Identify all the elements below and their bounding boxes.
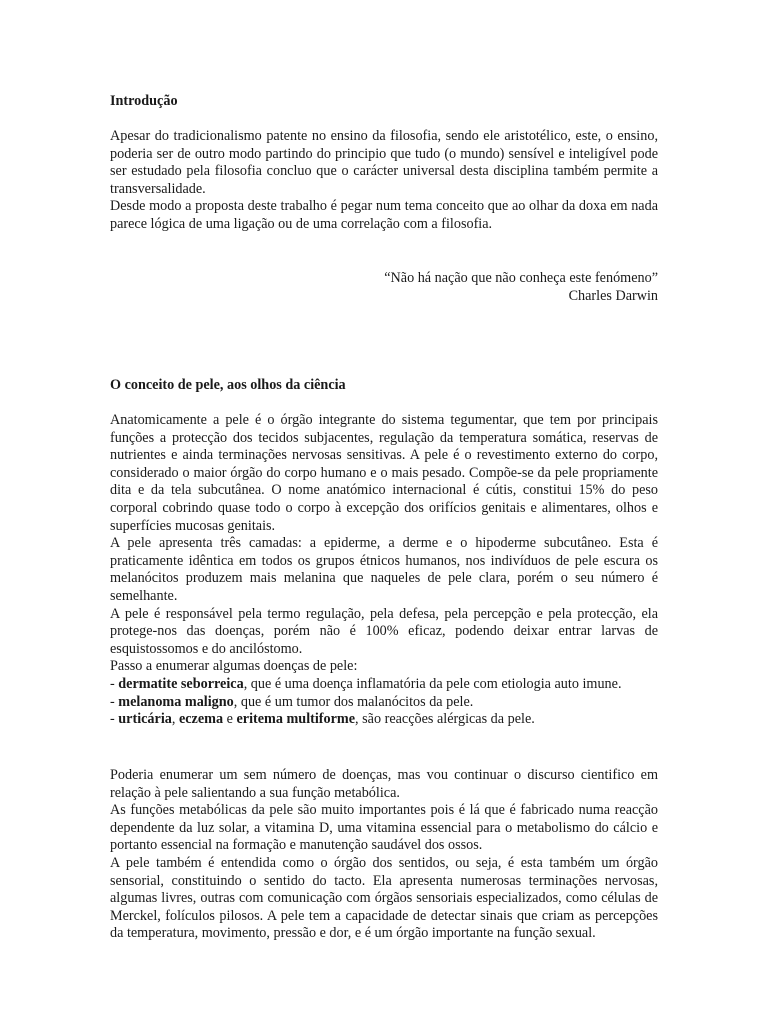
disease-name: dermatite seborreica [118, 675, 244, 692]
quote-text: “Não há nação que não conheça este fenómeno” [384, 270, 658, 286]
epigraph-quote [110, 270, 658, 305]
intro-paragraph: Apesar do tradicionalismo patente no ensino da filosofia, sendo ele aristotélico, este, o ensino, poderia ser de outro modo partindo do principio que tudo (o mundo) sensível e inteligível pode ser estudado pela filosofia concluo que o carácter universal desta disciplina também permite a transversalidade. [110, 128, 658, 197]
section-paragraph: A pele apresenta três camadas: a epiderme, a derme e o hipoderme subcutâneo. Esta é praticamente idêntica em todos os grupos étnicos humanos, nos indivíduos de pele escura os melanócitos produzem mais melanina que naqueles de pele clara, porém o seu número é semelhante. [110, 535, 658, 604]
list-item [110, 676, 658, 694]
section-body-continued [110, 767, 658, 943]
list-item-separator: e [223, 711, 237, 728]
list-item-prefix: - [110, 711, 119, 728]
list-item-text: , que é uma doença inflamatória da pele com etiologia auto imune. [243, 675, 622, 692]
list-item-text: , são reacções alérgicas da pele. [355, 711, 535, 728]
section-paragraph: A pele também é entendida como o órgão dos sentidos, ou seja, é esta também um órgão sensorial, constituindo o sentido do tacto. Ela apresenta numerosas terminações nervosas, algumas livres, outras com comunicação com órgãos sensoriais especializados, como células de Merckel, folículos pilosos. A pele tem a capacidade de detectar sinais que criam as percepções da temperatura, movimento, pressão e dor, e é um órgão importante na função sexual. [110, 854, 658, 942]
list-item-text: , que é um tumor dos malanócitos da pele. [233, 693, 474, 710]
section-paragraph: Poderia enumerar um sem número de doenças, mas vou continuar o discurso cientifico em relação à pele salientando a sua função metabólica. [110, 767, 658, 801]
list-item-prefix: - [110, 693, 119, 710]
section-body [110, 412, 658, 729]
disease-name: eritema multiforme [236, 711, 356, 728]
quote-author: Charles Darwin [568, 287, 658, 304]
list-item [110, 694, 658, 712]
disease-name: eczema [178, 711, 224, 728]
intro-paragraph: Desde modo a proposta deste trabalho é pegar num tema conceito que ao olhar da doxa em nada parece lógica de uma ligação ou de uma correlação com a filosofia. [110, 198, 658, 232]
intro-heading: Introdução [110, 93, 178, 109]
disease-name: urticária [118, 711, 172, 728]
section-heading: O conceito de pele, aos olhos da ciência [110, 377, 346, 393]
section-paragraph: A pele é responsável pela termo regulação, pela defesa, pela percepção e pela protecção, ela protege-nos das doenças, porém não é 100% eficaz, podendo deixar entrar larvas de esquistossomos e do ancilóstomo. [110, 605, 658, 657]
section-paragraph: As funções metabólicas da pele são muito importantes pois é lá que é fabricado numa reacção dependente da luz solar, a vitamina D, uma vitamina essencial para o metabolismo do cálcio e portanto essencial na formação e manutenção saudável dos ossos. [110, 802, 658, 854]
list-item-prefix: - [110, 675, 119, 692]
section-heading-block [110, 377, 658, 395]
list-item [110, 711, 658, 729]
intro-body [110, 128, 658, 234]
intro-heading-block [110, 93, 658, 111]
disease-name: melanoma maligno [118, 693, 234, 710]
section-paragraph: Passo a enumerar algumas doenças de pele: [110, 658, 358, 675]
list-item-separator: , [171, 711, 179, 728]
section-paragraph: Anatomicamente a pele é o órgão integrante do sistema tegumentar, que tem por principais funções a protecção dos tecidos subjacentes, regulação da temperatura somática, reservas de nutrientes e ainda terminações nervosas sensitivas. A pele é o revestimento externo do corpo, considerado o maior órgão do corpo humano e o mais pesado. Compõe-se da pele propriamente dita e da tela subcutânea. O nome anatómico internacional é cútis, constitui 15% do peso corporal cobrindo quase todo o corpo à excepção dos orifícios genitais e alimentares, olhos e superfícies mucosas genitais. [110, 412, 658, 534]
